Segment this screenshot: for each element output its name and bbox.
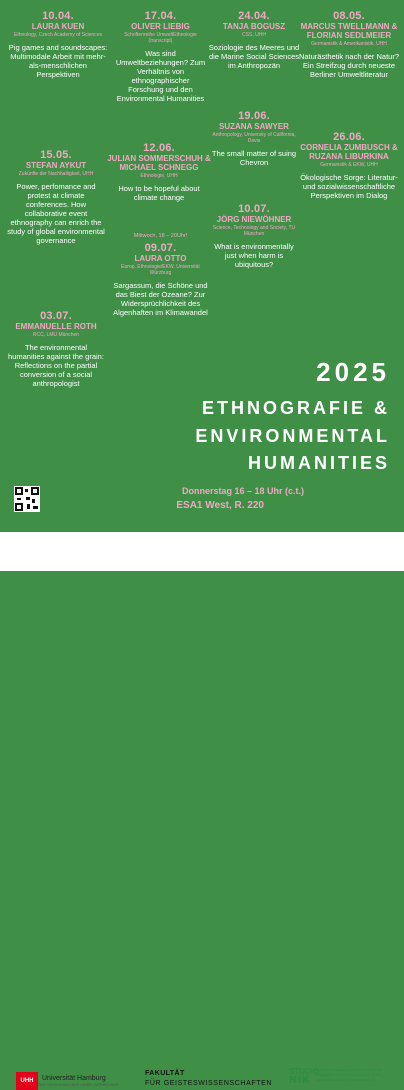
event-title: Sargassum, die Schöne und das Biest der Ozeane? Zur Widersprüchlichkeit des Algenhaften im Klimawandel [113, 281, 208, 317]
poster [0, 0, 404, 532]
event-date: 09.07. [144, 242, 177, 254]
event-affiliation: Schriftenreihe UmweltEthnologie (transcript) [124, 32, 197, 44]
event-date: 24.04. [238, 10, 270, 22]
event-speaker: JULIAN SOMMERSCHUH & MICHAEL SCHNEGG [107, 154, 211, 172]
event-affiliation: Zukünfte der Nachhaltigkeit, UHH [18, 171, 94, 177]
event-title: How to be hopeful about climate change [118, 184, 200, 202]
event-date: 26.06. [333, 131, 365, 143]
event-24-04 [208, 10, 300, 70]
event-19-06 [208, 110, 300, 167]
footer [0, 532, 404, 1087]
event-date: 10.04. [42, 10, 74, 22]
event-10-07 [208, 203, 300, 269]
event-date: 17.04. [144, 10, 177, 22]
event-date: 03.07. [40, 310, 72, 322]
event-speaker: MARCUS TWELLMANN & FLORIAN SEDLMEIER [300, 22, 398, 40]
event-affiliation: CSS, UHH [242, 32, 266, 38]
event-26-06 [297, 131, 401, 200]
faculty-logo [145, 1069, 272, 1089]
event-title: What is environmentally just when harm is ubiquitous? [214, 242, 294, 269]
uhh-logo [16, 1072, 119, 1090]
event-title: The environmental humanities against the grain: Reflections on the partial conversion of a social anthropologist [8, 343, 104, 388]
event-title: Naturästhetik nach der Natur? Ein Streifzug durch neueste Berliner Umweltliteratur [298, 52, 400, 79]
studio-word: STUDIO [289, 1067, 320, 1076]
studio-contact: Kontakt: Ruzana Liburkina, Institut für Empirische Kulturwissenschaft, UHH, ruzana.liburkina@uni-hamburg.de [315, 1067, 382, 1082]
event-date: 08.05. [333, 10, 365, 22]
event-date: 15.05. [40, 149, 72, 161]
event-title: Power, perfomance and protest at climate conferences. How collaborative event ethnography can enrich the study of global environmental governance [7, 182, 105, 245]
faculty-line-1: FAKULTÄT [145, 1070, 185, 1077]
nik-word: NIK [289, 1074, 311, 1086]
event-title: Ökologische Sorge: Literatur- und sozialwissenschaftliche Perspektiven im Dialog [300, 173, 398, 200]
event-speaker: TANJA BOGUSZ [222, 22, 286, 31]
event-affiliation: Anthropology, University of California, Davis [212, 132, 296, 144]
event-date: 19.06. [238, 110, 270, 122]
event-speaker: SUZANA SAWYER [219, 122, 289, 131]
headline-line-3: HUMANITIES [248, 453, 390, 473]
event-title: Soziologie des Meeres und die Marine Social Sciences im Anthropozän [208, 43, 300, 70]
event-affiliation: Science, Technology and Society, TU München [212, 225, 296, 237]
event-date: 12.06. [143, 142, 175, 154]
event-affiliation: Ethnologie, UHH [140, 173, 178, 179]
event-speaker: OLIVER LIEBIG [131, 22, 190, 31]
schedule-room: ESA1 West, R. 220 [176, 500, 264, 511]
event-15-05 [6, 149, 106, 245]
event-03-07 [6, 310, 106, 388]
event-12-06 [106, 142, 212, 202]
uhh-name: Universität Hamburg [42, 1075, 106, 1082]
event-affiliation: RCC, LMU München [32, 332, 80, 338]
event-speaker: EMMANUELLE ROTH [15, 322, 97, 331]
headline-line-2: ENVIRONMENTAL [195, 426, 390, 446]
schedule-time: Donnerstag 16 – 18 Uhr (c.t.) [181, 486, 304, 496]
event-affiliation: Europ. Ethnologie/EKW, Universität Würzburg [121, 264, 200, 276]
studio-nik-logo [289, 1067, 395, 1085]
event-date: 10.07. [238, 203, 270, 215]
event-speaker: STEFAN AYKUT [25, 161, 87, 170]
event-affiliation: Ethnology, Czech Academy of Sciences [13, 32, 102, 38]
uhh-emblem-icon: UHH [16, 1072, 38, 1090]
event-09-07 [113, 233, 208, 317]
event-affiliation: Germanistik & Amerikanistik, UHH [311, 41, 387, 47]
event-title: Pig games and soundscapes: Multimodale Arbeit mit mehr-als-menschlichen Perspektiven [8, 43, 108, 79]
event-speaker: JÖRG NIEWÖHNER [216, 215, 292, 224]
studio-nik-wordmark [289, 1067, 320, 1086]
event-10-04 [8, 10, 108, 79]
faculty-line-2: FÜR GEISTESWISSENSCHAFTEN [145, 1080, 273, 1087]
headline-year: 2025 [316, 357, 390, 387]
event-17-04 [113, 10, 208, 103]
qr-code-icon[interactable] [14, 486, 40, 512]
event-speaker: CORNELIA ZUMBUSCH & RUZANA LIBURKINA [300, 143, 398, 161]
event-affiliation: Germanistik & EKW, UHH [320, 162, 378, 168]
headline-line-1: ETHNOGRAFIE & [201, 398, 390, 418]
event-08-05 [298, 10, 400, 79]
uhh-tagline: DER FORSCHUNG | DER LEHRE | DER BILDUNG [38, 1083, 119, 1087]
event-title: Was sind Umweltbeziehungen? Zum Verhältnis von ethnographischer Forschung und den Environmental Humanities [115, 49, 206, 103]
event-speaker: LAURA KUEN [31, 22, 85, 31]
event-speaker: LAURA OTTO [134, 254, 187, 263]
event-title: The small matter of suing Chevron [211, 149, 297, 167]
event-note: Mittwoch, 18 – 20Uhr! [133, 233, 188, 239]
